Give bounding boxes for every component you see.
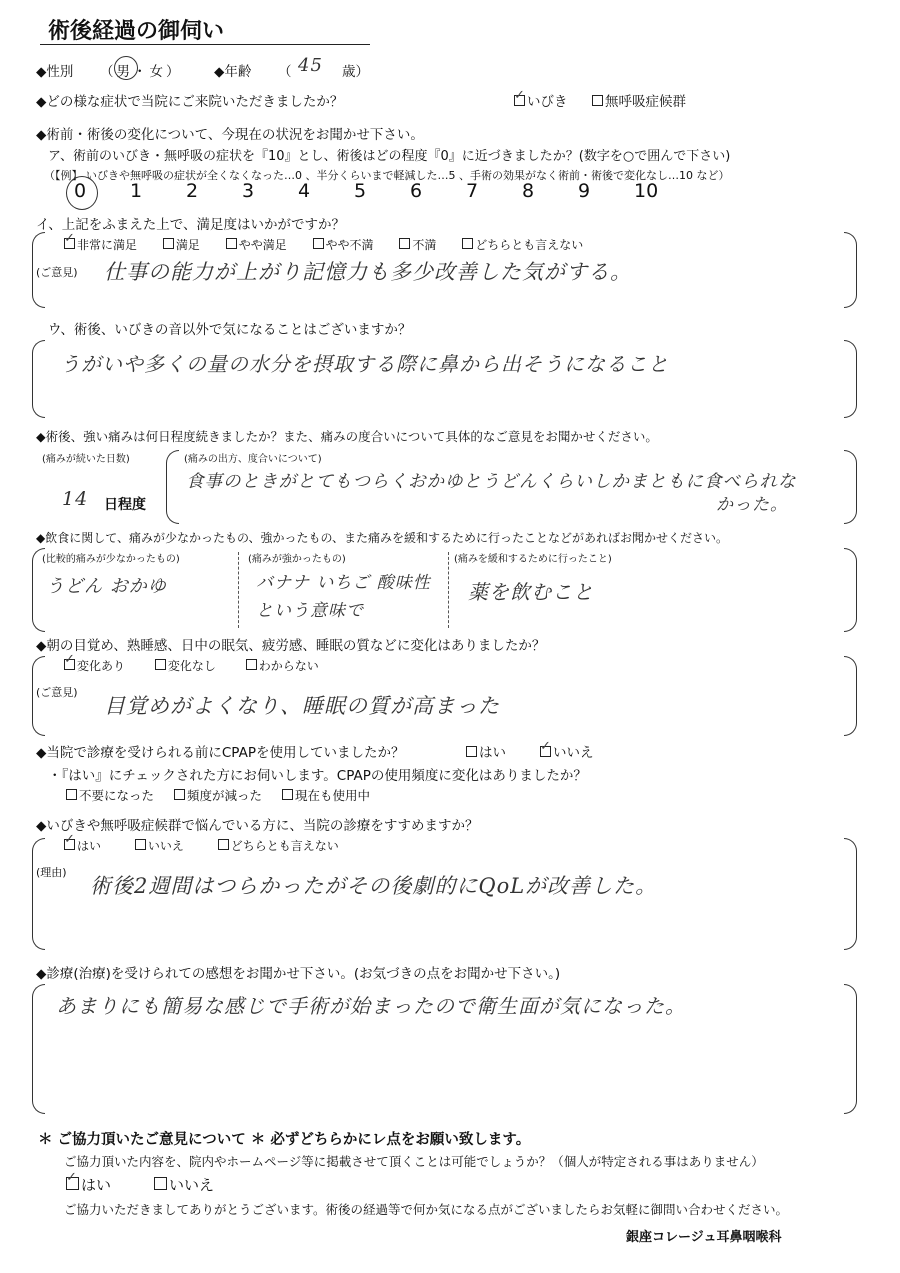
checkbox[interactable] xyxy=(514,95,525,106)
sex-circle xyxy=(114,56,138,80)
q-change-sub-a: ア、術前のいびき・無呼吸の症状を『10』とし、術後はどの程度『0』に近づきましたか？(数字を○で囲んで下さい) xyxy=(48,149,731,164)
food-col1-answer: うどん おかゆ xyxy=(46,576,167,597)
bracket-left xyxy=(32,838,45,950)
opt-very-satisfied[interactable]: ✓非常に満足 xyxy=(64,238,137,252)
food-col1-label: (比較的痛みが少なかったもの) xyxy=(42,554,180,565)
age-label: ◆年齢 xyxy=(214,64,252,80)
pain-detail-line2: かった。 xyxy=(716,495,788,515)
scale-number[interactable]: 4 xyxy=(298,180,311,202)
opt-no-longer-needed[interactable]: 不要になった xyxy=(66,788,154,803)
recommend-reason: 術後2週間はつらかったがその後劇的にQoLが改善した。 xyxy=(90,874,658,898)
q-recommend: ◆いびきや無呼吸症候群で悩んでいる方に、当院の診療をすすめますか？ xyxy=(36,818,479,834)
divider xyxy=(238,552,239,628)
bracket-left xyxy=(32,984,45,1114)
bracket-right xyxy=(844,450,857,524)
footer-yes[interactable]: ✓はい xyxy=(66,1174,111,1195)
title-underline xyxy=(40,44,370,45)
bracket-left xyxy=(32,340,45,418)
impression-answer: あまりにも簡易な感じで手術が始まったので衛生面が気になった。 xyxy=(56,994,686,1018)
pain-days-label: (痛みが続いた日数) xyxy=(42,454,130,465)
opt-somewhat-satisfied[interactable]: やや満足 xyxy=(226,238,287,252)
cpap-yes[interactable]: はい xyxy=(466,741,506,761)
pain-days-value: 14 xyxy=(62,488,89,510)
q-impression: ◆診療(治療)を受けられての感想をお聞かせ下さい。(お気づきの点をお聞かせ下さい。) xyxy=(36,966,561,982)
scale-number[interactable]: 8 xyxy=(522,180,535,202)
footer-no[interactable]: いいえ xyxy=(154,1174,214,1195)
food-col2-label: (痛みが強かったもの) xyxy=(248,554,346,565)
scale-circle-0 xyxy=(66,176,98,210)
scale-number[interactable]: 7 xyxy=(466,180,479,202)
bracket-left xyxy=(166,450,179,524)
q-cpap: ◆当院で診療を受けられる前にCPAPを使用していましたか？ xyxy=(36,745,405,761)
recommend-options xyxy=(64,837,339,854)
food-col3-label: (痛みを緩和するために行ったこと) xyxy=(454,554,612,565)
symptom-option-apnea[interactable]: 無呼吸症候群 xyxy=(592,90,686,110)
bracket-right xyxy=(844,232,857,308)
bracket-right xyxy=(844,656,857,736)
opt-satisfied[interactable]: 満足 xyxy=(163,238,200,252)
satisfaction-options xyxy=(64,236,583,253)
q-change: ◆術前・術後の変化について、今現在の状況をお聞かせ下さい。 xyxy=(36,127,424,143)
scale-row xyxy=(74,180,690,202)
q-cpap-sub: ・『はい』にチェックされた方にお伺いします。CPAPの使用頻度に変化はありましたか？ xyxy=(48,768,587,784)
age-open: （ xyxy=(278,64,292,80)
opt-less-frequent[interactable]: 頻度が減った xyxy=(174,788,262,803)
q-sleep: ◆朝の目覚め、熟睡感、日中の眠気、疲労感、睡眠の質などに変化はありましたか？ xyxy=(36,638,546,654)
scale-number[interactable]: 2 xyxy=(186,180,199,202)
opt-neither[interactable]: どちらとも言えない xyxy=(218,839,339,853)
q-pain: ◆術後、強い痛みは何日程度続きましたか？また、痛みの度合いについて具体的なご意見をお聞かせください。 xyxy=(36,429,658,444)
cpap-sub-options xyxy=(66,786,370,804)
symptom-option-snoring[interactable]: ✓ いびき xyxy=(514,90,568,110)
opt-no-change[interactable]: 変化なし xyxy=(155,659,216,673)
scale-number[interactable]: 6 xyxy=(410,180,423,202)
food-col2-line1: バナナ いちご 酸味性 xyxy=(256,573,431,593)
opt-dissatisfied[interactable]: 不満 xyxy=(399,238,436,252)
bracket-right xyxy=(844,838,857,950)
footer-thanks: ご協力いただきましてありがとうございます。術後の経過等で何か気になる点がございましたらお気軽に御問い合わせください。 xyxy=(64,1202,789,1217)
opt-neither[interactable]: どちらとも言えない xyxy=(462,238,583,252)
pain-days-unit: 日程度 xyxy=(104,497,146,513)
sex-options: （男・女） xyxy=(100,64,183,80)
opinion-label: (ご意見) xyxy=(36,266,78,279)
checkbox[interactable] xyxy=(592,95,603,106)
opt-yes[interactable]: ✓はい xyxy=(64,839,101,853)
food-col3-answer: 薬を飲むこと xyxy=(468,580,594,604)
bracket-right xyxy=(844,340,857,418)
clinic-name: 銀座コレージュ耳鼻咽喉科 xyxy=(626,1230,782,1245)
opt-somewhat-dissatisfied[interactable]: やや不満 xyxy=(313,238,374,252)
q-food: ◆飲食に関して、痛みが少なかったもの、強かったもの、また痛みを緩和するために行ったことなどがあればお聞かせください。 xyxy=(36,531,729,545)
satisfaction-opinion: 仕事の能力が上がり記憶力も多少改善した気がする。 xyxy=(104,260,632,284)
q-symptom: ◆どの様な症状で当院にご来院いただきましたか？ xyxy=(36,94,344,110)
bracket-right xyxy=(844,548,857,632)
sleep-opinion-label: (ご意見) xyxy=(36,686,78,699)
sleep-opinion: 目覚めがよくなり、睡眠の質が高まった xyxy=(104,694,500,718)
scale-number[interactable]: 3 xyxy=(242,180,255,202)
scale-number[interactable]: 10 xyxy=(634,180,659,202)
opt-still-using[interactable]: 現在も使用中 xyxy=(282,788,370,803)
q-concern: ウ、術後、いびきの音以外で気になることはございますか？ xyxy=(48,322,412,338)
bracket-right xyxy=(844,984,857,1114)
q-change-example: （【例】 いびきや無呼吸の症状が全くなくなった…0 、半分くらいまで軽減した…5 、手術の効果がなく術前・術後で変化なし…10 など） xyxy=(44,169,730,182)
scale-number[interactable]: 9 xyxy=(578,180,591,202)
scale-number[interactable]: 1 xyxy=(130,180,143,202)
opt-changed[interactable]: ✓変化あり xyxy=(64,659,125,673)
scale-number[interactable]: 5 xyxy=(354,180,367,202)
opt-no[interactable]: いいえ xyxy=(135,839,184,853)
sleep-options xyxy=(64,657,319,674)
pain-detail-label: (痛みの出方、度合いについて) xyxy=(184,454,322,465)
cpap-no[interactable]: ✓ いいえ xyxy=(540,741,594,761)
age-unit: 歳） xyxy=(342,64,369,80)
reason-label: (理由) xyxy=(36,866,67,879)
divider xyxy=(448,552,449,628)
age-value: 45 xyxy=(298,55,323,76)
opt-unknown[interactable]: わからない xyxy=(246,659,319,673)
scale-number[interactable]: 0 xyxy=(74,180,87,202)
food-col2-line2: という意味で xyxy=(256,601,364,621)
page-title: 術後経過の御伺い xyxy=(48,19,225,44)
concern-answer: うがいや多くの量の水分を摂取する際に鼻から出そうになること xyxy=(60,352,669,376)
footer-question: ご協力頂いた内容を、院内やホームページ等に掲載させて頂くことは可能でしょうか？（個人が特定される事はありません） xyxy=(64,1154,764,1169)
q-satisfaction: イ、上記をふまえた上で、満足度はいかがですか？ xyxy=(36,217,346,233)
footer-heading: ＊ ご協力頂いたご意見について ＊ 必ずどちらかにレ点をお願い致します。 xyxy=(38,1132,531,1148)
pain-detail-line1: 食事のときがとてもつらくおかゆとうどんくらいしかまともに食べられな xyxy=(186,472,797,492)
sex-label: ◆性別 xyxy=(36,64,74,80)
